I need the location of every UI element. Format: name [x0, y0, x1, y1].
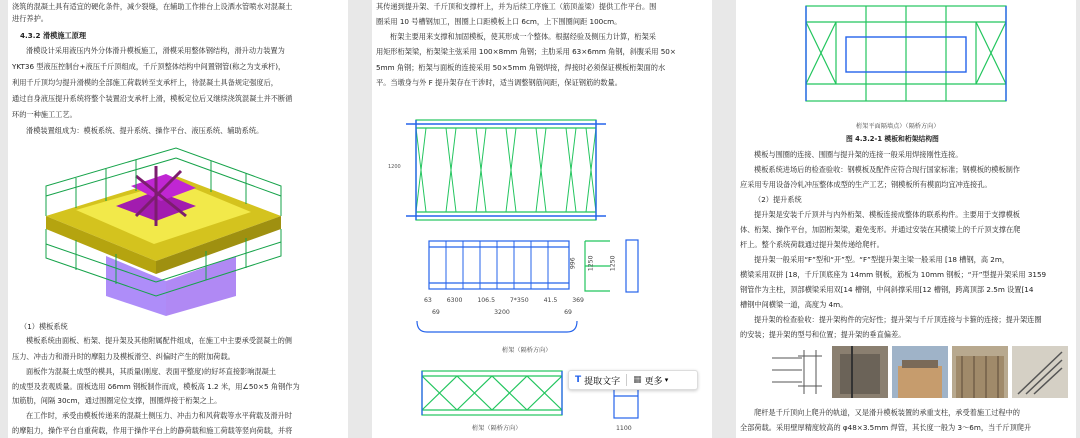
figure-caption: 桁架（隔桥方向）: [502, 347, 552, 354]
text-line: 提升架的检查验收：提升架构件的完好性；提升架与千斤顶连接与卡箍的连接；提升架连圈: [754, 315, 1042, 324]
text-line: 加筋肋，间隔 30cm，通过围圈定位支撑，围圈焊接于桁架之上。: [12, 396, 222, 405]
svg-text:1200: 1200: [388, 164, 401, 170]
site-photo-2: [892, 346, 948, 398]
text-line: 桁架主要用来支撑和加固模板，使其形成一个整体。根据经验及侧压力计算，桁架采: [390, 32, 656, 41]
dim: 1250: [609, 255, 617, 272]
slipform-3d-model-image: [36, 146, 286, 316]
text-line: 进行养护。: [12, 14, 48, 23]
text-line: 体、桁架、操作平台，加固桁架梁，避免变形。并通过安装在其横梁上的千斤顶支撑在爬: [740, 225, 1021, 234]
text-line: 的安装；提升架的型号和位置；提升架的垂直偏差。: [740, 330, 906, 339]
text-line: 面板作为混凝土成型的模具，其质量(刚度、表面平整度)的好坏直接影响混凝土: [26, 367, 276, 376]
text-line: 横梁采用双拼 [18，千斤顶底座为 14mm 钢板，筋板为 10mm 钢板；“开”型提升架采用 3159: [740, 270, 1047, 279]
subsection-heading: （2）提升系统: [754, 195, 802, 204]
grid-icon: ▦: [633, 375, 642, 385]
extract-text-button[interactable]: [569, 374, 626, 387]
text-line: 5mm 角钢；桁架与面板的连接采用 50×5mm 角钢焊接，焊接时必须保证模板桁架面的水: [376, 63, 666, 72]
dim: 3200: [494, 309, 510, 316]
dimension-row-b: [432, 308, 572, 319]
dim: 6300: [446, 297, 463, 304]
site-photo-3: [952, 346, 1008, 398]
truss-elevation-drawing: [386, 110, 626, 230]
figure-subcaption: 桁架平面隔墙点）（隔桥方向）: [856, 123, 940, 130]
text-line: 通过自身液压提升系统将整个装置沿支承杆上滑，模板定位后又继续浇筑混凝土并不断循: [12, 94, 293, 103]
text-line: 模板系统进场后的检查验收：钢模板及配件应符合现行国家标准；钢模板的模板制作: [754, 165, 1020, 174]
lifting-frame-drawing: [768, 346, 828, 398]
text-line: 利用千斤顶均匀提升滑模的全部施工荷载转至支承杆上，待混凝土具备规定强度后，: [12, 78, 278, 87]
dim: 369: [572, 297, 584, 304]
bottom-chord-drawing: [412, 318, 582, 336]
text-line: 的摩阻力，操作平台自重荷载，作用于操作平台上的静荷载和施工荷载等竖向荷载，并将: [12, 426, 293, 435]
text-extract-icon: T: [575, 375, 582, 385]
text-line: 的成型及表观质量。面板选用 δ6mm 钢板制作而成，模板高 1.2 米，用∠50×5 角钢作为: [12, 382, 300, 391]
dim: 1100: [616, 425, 632, 432]
text-line: YKT36 型液压控制台+液压千斤顶组成，千斤顶整体结构中间置钢管(称之为支承杆)，: [12, 62, 286, 71]
truss-plan-drawing-right: [776, 2, 1036, 120]
text-line: 圈采用 10 号槽钢加工，围圈上口距模板上口 6cm，上下围圈间距 100cm。: [376, 17, 622, 26]
text-line: 在工作时，承受由模板传递来的混凝土侧压力、冲击力和风荷载等水平荷载及滑升时: [26, 411, 292, 420]
dim: 7*350: [509, 297, 529, 304]
extract-text-label: 提取文字: [584, 376, 621, 387]
text-line: 模板系统由面板、桁架、提升架及其他附属配件组成，在施工中主要承受混凝土的侧: [26, 336, 292, 345]
text-line: 全部荷载。采用壁厚精度较高的 φ48×3.5mm 焊管，其长度一般为 3～6m，当千斤顶爬升: [740, 423, 1032, 432]
text-line: 应采用专用设备冷轧冲压整体成型的生产工艺；钢模板所有模面均宜冲连接孔。: [740, 180, 992, 189]
text-line: 杆上。整个系统荷载通过提升架传递给爬杆。: [740, 240, 884, 249]
text-line: 钢管作为主柱，顶部横梁采用双[14 槽钢，中间斜撑采用[12 槽钢，跨离顶部 2.5m 设置[14: [740, 285, 1034, 294]
dim: 41.5: [543, 297, 558, 304]
page-right: [736, 0, 1076, 438]
more-button[interactable]: [627, 374, 674, 387]
figure-caption: 桁架（隔桥方向）: [472, 425, 522, 432]
site-photo-1: [832, 346, 888, 398]
dim: 69: [564, 309, 572, 316]
floating-text-toolbar: [568, 370, 698, 390]
page-left: [8, 0, 348, 438]
text-line: 滑模设计采用液压内外分体滑升模板施工，滑模采用整体钢结构，滑升动力装置为: [26, 46, 285, 55]
truss-elevation-small-drawing: [412, 366, 572, 420]
dim: 1250: [587, 255, 595, 272]
text-line: 压力、冲击力和滑升时的摩阻力及模板滑空、纠偏时产生的附加荷载。: [12, 352, 235, 361]
dim: 996: [569, 257, 577, 270]
chevron-down-icon: ▾: [664, 376, 669, 384]
text-line: 爬杆是千斤顶向上爬升的轨道，又是滑升模板装置的承重支柱，承受着施工过程中的: [754, 408, 1020, 417]
text-line: 槽钢中间横梁一道，高度为 4m。: [740, 300, 848, 309]
text-line: 平。当墩身与外 F 提升架存在干涉时，适当调整钢筋间距，保证钢筋的数量。: [376, 78, 622, 87]
text-line: 提升架一般采用“F”型和“开”型。“F”型提升架主梁一般采用 [18 槽钢，高 2m，: [754, 255, 1010, 264]
text-line: 提升架是安装千斤顶并与内外桁架、模板连接成整体的联系构件。主要用于支撑模板: [754, 210, 1020, 219]
text-line: 环的一种施工工艺。: [12, 110, 77, 119]
truss-plan-drawing: [424, 236, 574, 294]
dim: 69: [432, 309, 440, 316]
section-heading: 4.3.2 滑模施工原理: [20, 31, 87, 40]
dimension-row-a: [424, 296, 584, 307]
more-label: 更多: [644, 376, 663, 387]
text-line: 其传递到提升架、千斤顶和支撑杆上，并为后续工序施工（筋顶盖梁）提供工作平台。围: [376, 2, 657, 11]
text-line: 浇筑的混凝土具有适宜的硬化条件，减少裂缝，在辅助工作排台上设洒水管喷水对混凝土: [12, 2, 293, 11]
dim: 63: [424, 297, 432, 304]
truss-side-drawing: [622, 236, 642, 296]
text-line: 滑模装置组成为：模板系统、提升系统、操作平台、液压系统、辅助系统。: [26, 126, 264, 135]
figure-title: 图 4.3.2-1 模板和桁架结构图: [846, 135, 939, 143]
text-line: 模板与围圈的连接、围圈与提升架的连接一般采用焊接刚性连接。: [754, 150, 963, 159]
subsection-heading: （1）模板系统: [20, 322, 68, 331]
site-photo-4: [1012, 346, 1068, 398]
text-line: 用矩形桁架梁，桁架梁主弦采用 100×8mm 角钢；主肋采用 63×6mm 角钢，斜腹采用 50×: [376, 47, 676, 56]
dim: 106.5: [477, 297, 496, 304]
